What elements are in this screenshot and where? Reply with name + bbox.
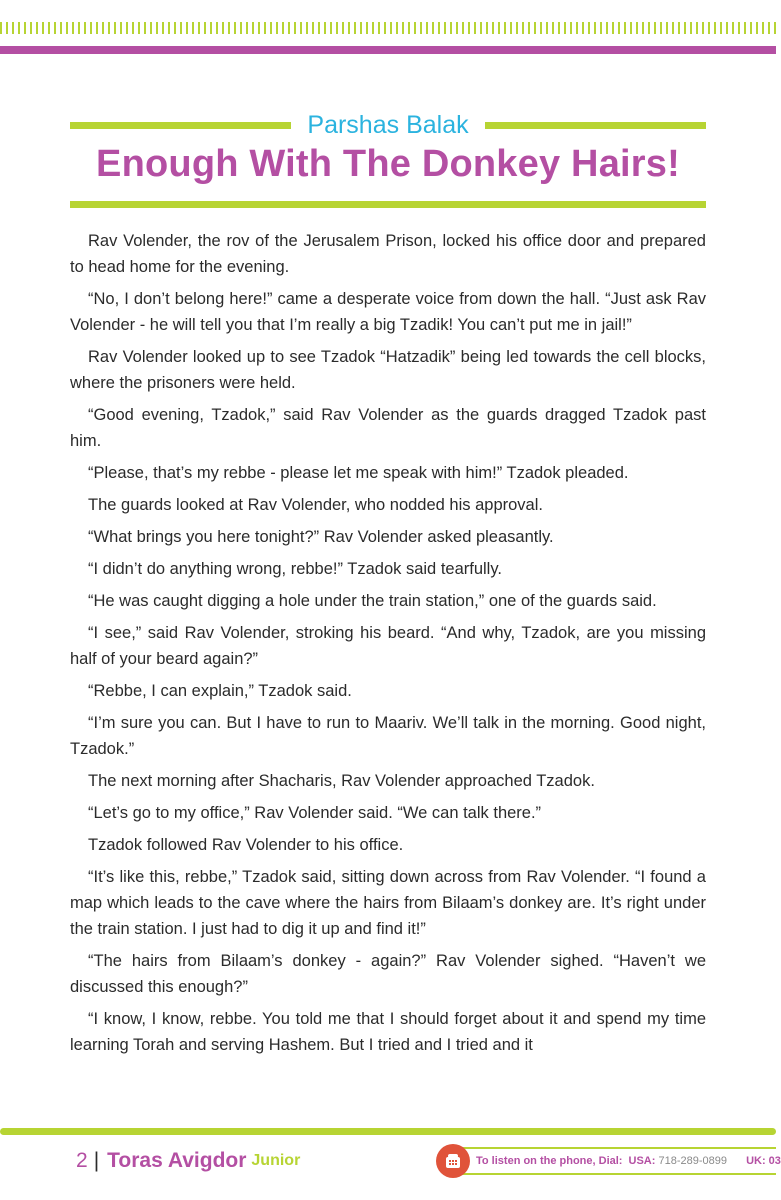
phone-label: To listen on the phone, Dial: bbox=[476, 1155, 623, 1167]
top-color-band bbox=[0, 46, 776, 54]
paragraph: “Good evening, Tzadok,” said Rav Volender as the guards dragged Tzadok past him. bbox=[70, 406, 706, 450]
footer-branding bbox=[76, 1146, 300, 1176]
paragraph: “It’s like this, rebbe,” Tzadok said, sitting down across from Rav Volender. “I found a map which leads to the cave where the hairs from Bilaam’s donkey are. It’s right under the train station. I just had to dig it up and find it!” bbox=[70, 868, 706, 938]
phone-info-bar bbox=[438, 1147, 781, 1175]
paragraph: “I know, I know, rebbe. You told me that I should forget about it and spend my time learning Torah and serving Hashem. But I tried and I tried and it bbox=[70, 1010, 706, 1054]
paragraph: “Rebbe, I can explain,” Tzadok said. bbox=[88, 682, 352, 700]
paragraph: “No, I don’t belong here!” came a desperate voice from down the hall. “Just ask Rav Volender - he will tell you that I’m really a big Tzadik! You can’t put me in jail!” bbox=[70, 290, 706, 334]
article-body bbox=[70, 228, 706, 1064]
telephone-icon bbox=[436, 1144, 470, 1178]
kicker-rule-left bbox=[70, 122, 291, 129]
paragraph: The next morning after Shacharis, Rav Volender approached Tzadok. bbox=[88, 772, 595, 790]
paragraph: The guards looked at Rav Volender, who nodded his approval. bbox=[88, 496, 543, 514]
paragraph: “I see,” said Rav Volender, stroking his beard. “And why, Tzadok, are you missing half of your beard again?” bbox=[70, 624, 706, 668]
brand-name: Toras Avigdor bbox=[107, 1149, 247, 1172]
paragraph: “I’m sure you can. But I have to run to Maariv. We’ll talk in the morning. Good night, Tzadok.” bbox=[70, 714, 706, 758]
paragraph: “Please, that’s my rebbe - please let me speak with him!” Tzadok pleaded. bbox=[88, 464, 629, 482]
usa-label: USA: bbox=[628, 1155, 656, 1167]
paragraph: “Let’s go to my office,” Rav Volender said. “We can talk there.” bbox=[88, 804, 542, 822]
paragraph: “I didn’t do anything wrong, rebbe!” Tzadok said tearfully. bbox=[88, 560, 502, 578]
brand-subtitle: Junior bbox=[251, 1152, 301, 1169]
kicker-rule-right bbox=[485, 122, 706, 129]
page-number: 2 bbox=[76, 1149, 88, 1172]
top-tick-border bbox=[0, 0, 776, 46]
paragraph: Tzadok followed Rav Volender to his office. bbox=[88, 836, 404, 854]
kicker-row bbox=[70, 108, 706, 142]
footer-separator: | bbox=[93, 1149, 100, 1172]
title-rule bbox=[70, 201, 706, 208]
paragraph: “The hairs from Bilaam’s donkey - again?” Rav Volender sighed. “Haven’t we discussed this enough?” bbox=[70, 952, 706, 996]
article-title: Enough With The Donkey Hairs! bbox=[96, 143, 680, 185]
parsha-kicker: Parshas Balak bbox=[307, 110, 469, 139]
usa-number: 718-289-0899 bbox=[658, 1155, 727, 1167]
paragraph: Rav Volender, the rov of the Jerusalem Prison, locked his office door and prepared to head home for the evening. bbox=[70, 232, 706, 276]
phone-text bbox=[476, 1155, 781, 1167]
paragraph: Rav Volender looked up to see Tzadok “Hatzadik” being led towards the cell blocks, where the prisoners were held. bbox=[70, 348, 706, 392]
uk-label: UK: 03 bbox=[746, 1155, 781, 1167]
paragraph: “He was caught digging a hole under the train station,” one of the guards said. bbox=[88, 592, 657, 610]
footer-rule bbox=[0, 1128, 776, 1135]
paragraph: “What brings you here tonight?” Rav Volender asked pleasantly. bbox=[88, 528, 554, 546]
